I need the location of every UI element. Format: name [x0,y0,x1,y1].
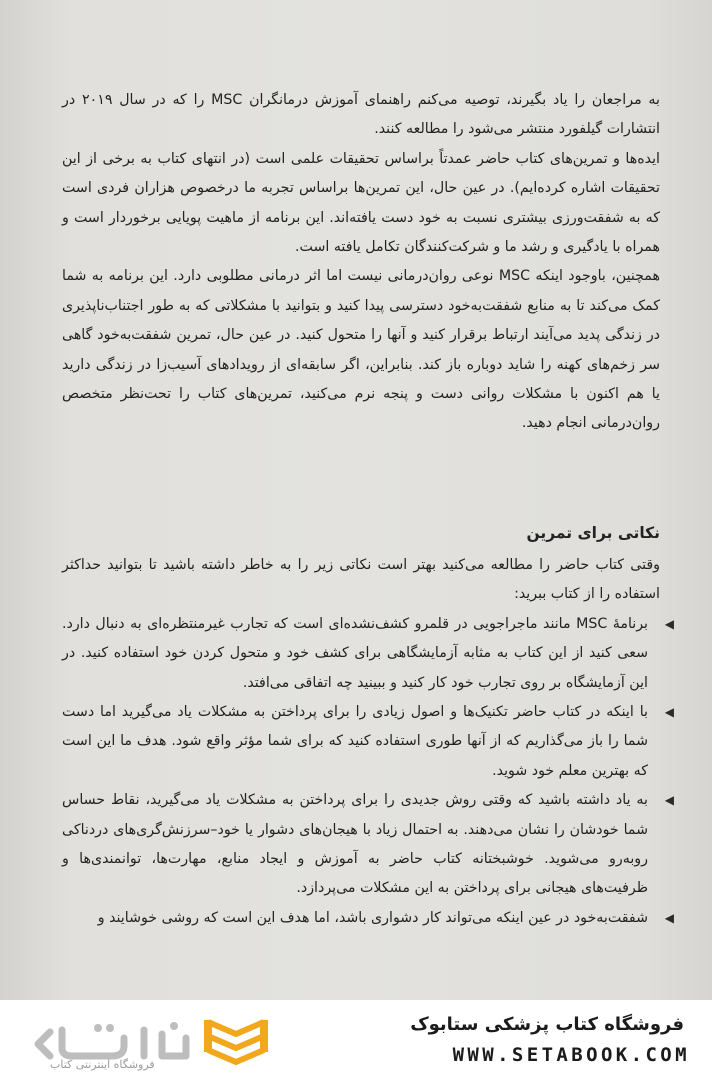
list-item-text: برنامهٔ MSC مانند ماجراجویی در قلمرو کشف‌نشده‌ای است که تجارب غیرمنتظره‌ای به دنبال دارد. سعی کنید از این کتاب به مثابه آزمایشگاهی برای کشف خود و متحول کردن خود استفاده کنید. در این آزمایشگاه بر روی تجارب خود کار کنید و ببینید چه اتفاقی می‌افتد. [62,615,648,691]
paragraph: به مراجعان را یاد بگیرند، توصیه می‌کنم راهنمای آموزش درمانگران MSC را که در سال ۲۰۱۹ در انتشارات گیلفورد منتشر می‌شود را مطالعه کنند. [62,92,660,138]
triangle-bullet-icon: ◀ [664,910,674,925]
store-banner [0,1000,712,1080]
tips-list [62,610,674,933]
list-item [62,698,674,786]
store-name: فروشگاه کتاب پزشکی ستابوک [410,1014,684,1035]
triangle-bullet-icon: ◀ [664,616,674,631]
section-heading: نکاتی برای تمرین [526,524,660,542]
list-item [62,904,674,933]
paragraph: همچنین، باوجود اینکه MSC نوعی روان‌درمانی نیست اما اثر درمانی مطلوبی دارد. این برنامه به شما کمک می‌کند تا به منابع شفقت‌به‌خود دسترسی پیدا کنید و بتوانید با مشکلاتی که به طور اجتناب‌ناپذیری در زندگی پدید می‌آیند ارتباط برقرار کنید و آنها را متحول کنید. در عین حال، تمرین شفقت‌به‌خود گاهی سر زخم‌های کهنه را شاید دوباره باز کند. بنابراین، اگر سابقه‌ای از رویدادهای آسیب‌زا در زندگی دارید یا هم اکنون با مشکلات روانی دست و پنجه نرم می‌کنید، تمرین‌های کتاب را تحت‌نظر متخصص روان‌درمانی انجام دهید. [62,268,660,432]
triangle-bullet-icon: ◀ [664,705,674,720]
list-item-text: به یاد داشته باشید که وقتی روش جدیدی را برای پرداختن به مشکلات یاد می‌گیرید، نقاط حساس شما خودشان را نشان می‌دهند. به احتمال زیاد با هیجان‌های دشوار یا خود–سرزنش‌گری‌های دردناکی روبه‌رو می‌شوید. خوشبختانه کتاب حاضر به آموزش و ایجاد منابع، مهارت‌ها، توانمندی‌ها و ظرفیت‌های هیجانی برای پرداختن به این مشکلات می‌پردازد. [62,792,648,897]
paragraph: ایده‌ها و تمرین‌های کتاب حاضر عمدتاً براساس تحقیقات علمی است (در انتهای کتاب به برخی از این تحقیقات اشاره کرده‌ایم). در عین حال، این تمرین‌ها براساس تجربه ما درخصوص هزاران فردی است که به شفقت‌ورزی بیشتری نسبت به خود دست یافته‌اند. این برنامه از ماهیت پویایی برخوردار است و همراه با یادگیری و رشد ما و شرکت‌کنندگان تکامل یافته است. [62,150,660,256]
list-item-text: با اینکه در کتاب حاضر تکنیک‌ها و اصول زیادی را برای پرداختن به مشکلات یاد می‌گیرید اما دست شما را باز می‌گذاریم که از آنها طوری استفاده کنید که برای شما مؤثر واقع شود. هدف ما این است که بهترین معلم خود شوید. [62,704,648,779]
paragraph: وقتی کتاب حاضر را مطالعه می‌کنید بهتر است نکاتی زیر را به خاطر داشته باشید تا بتوانید حداکثر استفاده را از کتاب ببرید: [62,557,660,603]
tips-text [62,551,674,933]
logo-tagline: فروشگاه اینترنتی کتاب [50,1058,155,1071]
list-item [62,610,674,698]
store-url-link[interactable]: WWW.SETABOOK.COM [452,1044,690,1066]
intro-text [62,86,660,439]
triangle-bullet-icon: ◀ [664,793,674,808]
list-item [62,786,674,904]
list-item-text: شفقت‌به‌خود در عین اینکه می‌تواند کار دشواری باشد، اما هدف این است که روشی خوشایند و [97,909,648,926]
